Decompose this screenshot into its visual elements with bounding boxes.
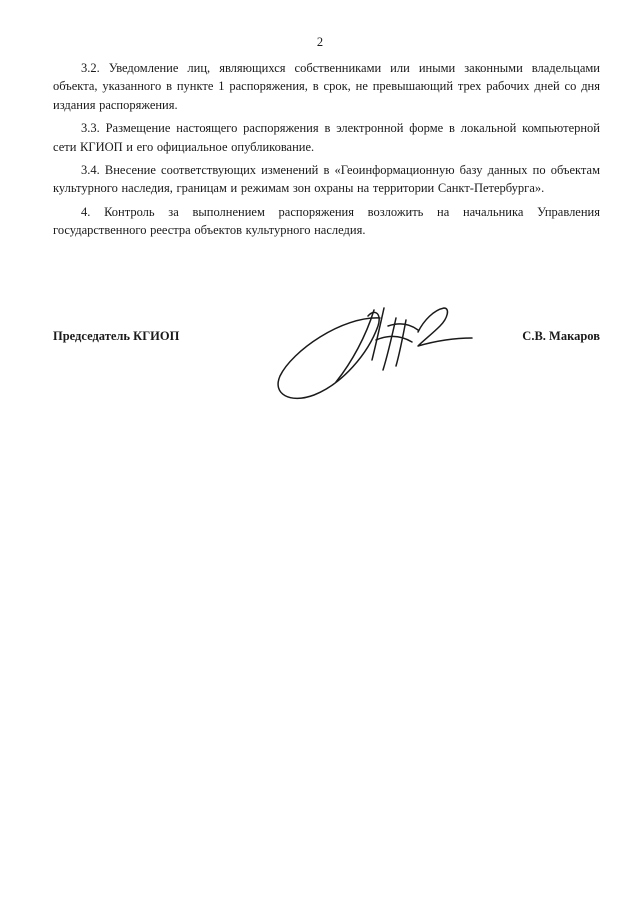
document-body <box>53 59 600 240</box>
paragraph-3-3: 3.3. Размещение настоящего распоряжения в электронной форме в локальной компьютерной сети КГИОП и его официальное опубликование. <box>53 121 600 154</box>
page-number: 2 <box>316 35 324 49</box>
handwritten-signature <box>272 296 482 411</box>
paragraph-4: 4. Контроль за выполнением распоряжения возложить на начальника Управления государственного реестра объектов культурного наследия. <box>53 204 600 238</box>
signatory-name: С.В. Макаров <box>522 329 600 343</box>
paragraph-3-2: 3.2. Уведомление лиц, являющихся собственниками или иными законными владельцами объекта, указанного в пункте 1 распоряжения, в срок, не превышающий трех рабочих дней со дня издания распоряжения. <box>53 61 600 112</box>
signature-block <box>53 329 600 349</box>
paragraph-3-4: 3.4. Внесение соответствующих изменений в «Геоинформационную базу данных по объектам культурного наследия, границам и режимам зон охраны на территории Санкт-Петербурга». <box>53 163 600 196</box>
signatory-position: Председатель КГИОП <box>53 329 180 343</box>
